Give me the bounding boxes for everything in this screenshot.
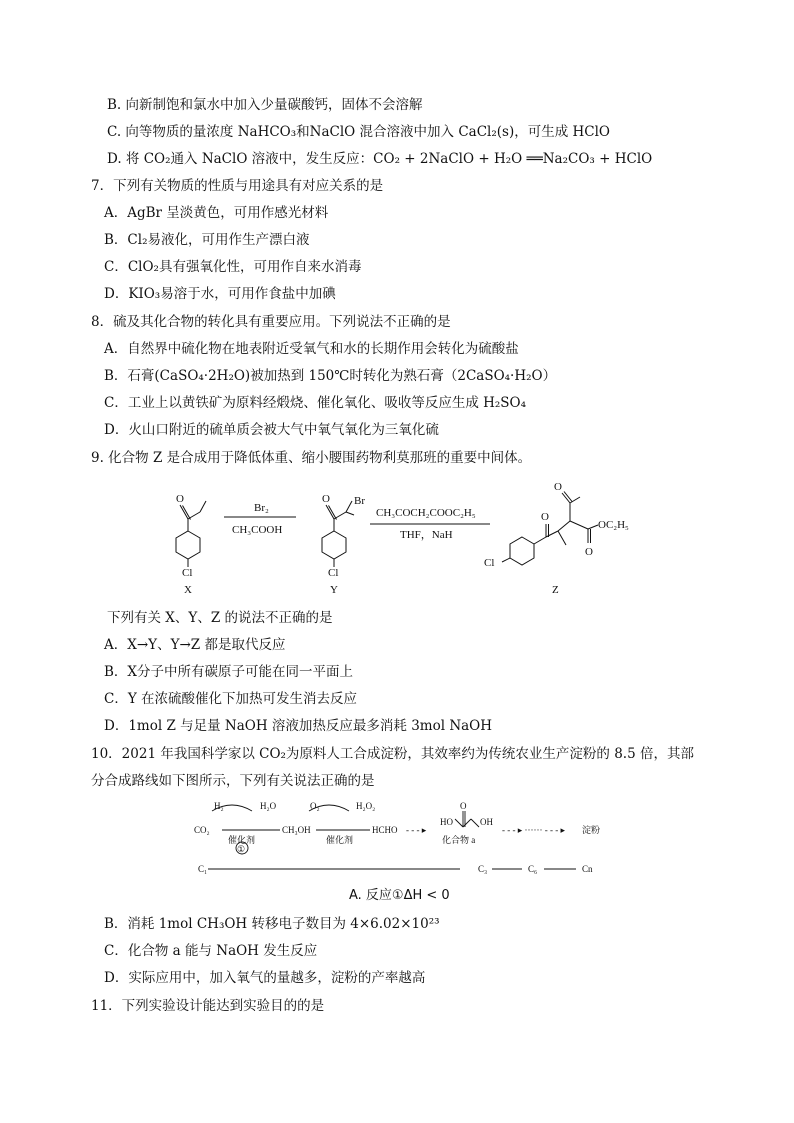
dash-arrow-1: - - - ▸	[406, 825, 427, 835]
q6-option-b: B. 向新制饱和氯水中加入少量碳酸钙，固体不会溶解	[107, 97, 423, 113]
q10-option-d: D．实际应用中，加入氧气的量越多，淀粉的产率越高	[104, 970, 426, 986]
compound-a-label: 化合物 a	[442, 835, 476, 845]
q9-stem: 9. 化合物 Z 是合成用于降低体重、缩小腰围药物利莫那班的重要中间体。	[91, 450, 532, 466]
q7-option-d: D．KIO₃易溶于水，可用作食盐中加碘	[104, 286, 336, 302]
z-acetyl-oxygen: O	[554, 481, 562, 493]
hydroxy-left: HO	[440, 817, 453, 827]
q6-option-c: C. 向等物质的量浓度 NaHCO₃和NaClO 混合溶液中加入 CaCl₂(s)，可生成 HClO	[107, 124, 610, 140]
label-y: Y	[330, 584, 338, 596]
z-benzene-ring	[510, 537, 534, 565]
y-oxygen: O	[322, 493, 330, 505]
q7-stem: 7．下列有关物质的性质与用途具有对应关系的是	[91, 178, 384, 194]
catalyst-1: 催化剂	[228, 835, 256, 845]
q7-option-a: A．AgBr 呈淡黄色，可用作感光材料	[104, 205, 329, 221]
x-chlorine: Cl	[182, 567, 193, 579]
q9-option-d: D．1mol Z 与足量 NaOH 溶液加热反应最多消耗 3mol NaOH	[104, 718, 493, 734]
y-benzene-ring	[322, 531, 346, 559]
c3: C₃	[478, 864, 488, 874]
q7-option-b: B．Cl₂易液化，可用作生产漂白液	[104, 232, 310, 248]
q10-stem-line1: 10．2021 年我国科学家以 CO₂为原料人工合成淀粉，其效率约为传统农业生产淀粉的 8.5 倍，其部	[91, 746, 694, 762]
q6-option-d: D. 将 CO₂通入 NaClO 溶液中，发生反应：CO₂ + 2NaClO + H₂O ══Na₂CO₃ + HClO	[107, 151, 653, 167]
ch3oh: CH₃OH	[282, 825, 311, 835]
q9-subquestion: 下列有关 X、Y、Z 的说法不正确的是	[107, 610, 333, 626]
q10-option-c: C．化合物 a 能与 NaOH 发生反应	[104, 943, 318, 959]
y-chlorine: Cl	[328, 567, 339, 579]
z-ester-group: OC₂H₅	[598, 519, 629, 531]
hcho: HCHO	[372, 825, 398, 835]
q10-option-a: A. 反应①ΔH < 0	[349, 888, 450, 903]
q8-stem: 8．硫及其化合物的转化具有重要应用。下列说法不正确的是	[91, 314, 451, 330]
q10-option-b: B．消耗 1mol CH₃OH 转移电子数目为 4×6.02×10²³	[104, 916, 440, 932]
z-chlorine: Cl	[484, 557, 495, 569]
q8-option-c: C．工业上以黄铁矿为原料经煅烧、催化氧化、吸收等反应生成 H₂SO₄	[104, 395, 527, 411]
dots-arrow: - - - ▸ ······ - - - ▸	[502, 825, 565, 835]
q9-option-a: A．X→Y、Y→Z 都是取代反应	[104, 637, 286, 653]
reagent-acetoacetate: CH₃COCH₂COOC₂H₅	[376, 507, 476, 519]
circle-1: ①	[237, 844, 246, 854]
co2: CO₂	[194, 825, 210, 835]
h2: H₂	[214, 801, 224, 811]
label-z: Z	[552, 584, 559, 596]
reagent-br2: Br₂	[254, 502, 269, 514]
x-benzene-ring	[176, 531, 200, 559]
h2o: H₂O	[260, 801, 277, 811]
q10-stem-line2: 分合成路线如下图所示，下列有关说法正确的是	[91, 773, 375, 789]
c6: C₆	[528, 864, 538, 874]
y-bromine: Br	[354, 495, 365, 507]
q8-option-a: A．自然界中硫化物在地表附近受氧气和水的长期作用会转化为硫酸盐	[104, 341, 519, 357]
h2o2: H₂O₂	[356, 801, 376, 811]
hydroxy-right: OH	[480, 817, 493, 827]
q9-reaction-scheme	[160, 475, 680, 600]
z-ketone-oxygen: O	[541, 511, 549, 523]
o2: O₂	[310, 801, 320, 811]
q8-option-d: D．火山口附近的硫单质会被大气中氧气氧化为三氧化硫	[104, 422, 439, 438]
starch: 淀粉	[582, 825, 601, 835]
q7-option-c: C．ClO₂具有强氧化性，可用作自来水消毒	[104, 259, 362, 275]
q9-option-c: C．Y 在浓硫酸催化下加热可发生消去反应	[104, 691, 358, 707]
catalyst-2: 催化剂	[326, 835, 354, 845]
carbonyl-o: O	[460, 801, 467, 811]
q9-option-b: B．X分子中所有碳原子可能在同一平面上	[104, 664, 354, 680]
z-ester-oxygen: O	[585, 546, 593, 558]
cn: Cn	[582, 864, 593, 874]
q11-stem: 11．下列实验设计能达到实验目的的是	[91, 998, 325, 1014]
reagent-ch3cooh: CH₃COOH	[232, 524, 283, 536]
q10-synthesis-route	[190, 797, 620, 887]
x-oxygen: O	[176, 493, 184, 505]
q8-option-b: B．石膏(CaSO₄·2H₂O)被加热到 150℃时转化为熟石膏（2CaSO₄·H₂O）	[104, 368, 557, 384]
reagent-thf-nah: THF，NaH	[400, 529, 453, 541]
c1: C₁	[198, 864, 208, 874]
label-x: X	[184, 584, 192, 596]
